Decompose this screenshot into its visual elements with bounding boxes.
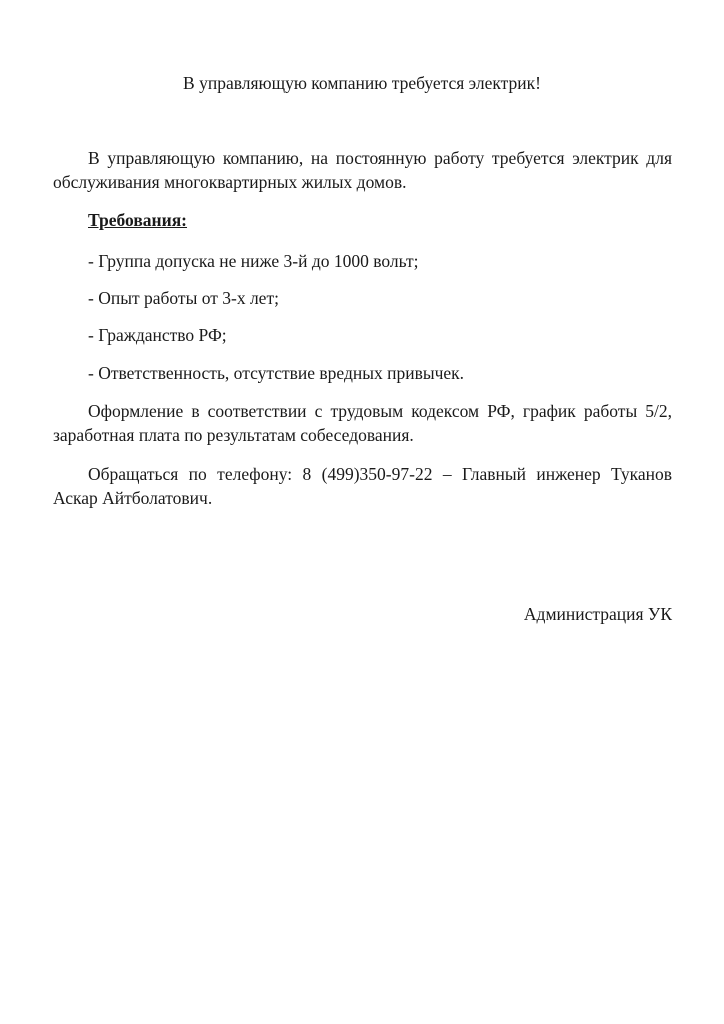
requirements-heading: Требования:	[88, 210, 188, 230]
requirements-heading-line	[53, 208, 707, 232]
requirement-item: - Опыт работы от 3-х лет;	[88, 288, 279, 308]
contact-paragraph: Обращаться по телефону: 8 (499)350-97-22 – Главный инженер Туканов Аскар Айтболатович.	[53, 464, 672, 508]
requirement-item: - Ответственность, отсутствие вредных привычек.	[88, 363, 465, 383]
requirement-item: - Группа допуска не ниже 3-й до 1000 вольт;	[88, 251, 419, 271]
terms-paragraph: Оформление в соответствии с трудовым кодексом РФ, график работы 5/2, заработная плата по результатам собеседования.	[53, 401, 672, 445]
requirement-item: - Гражданство РФ;	[88, 325, 227, 345]
document-title: В управляющую компанию требуется электрик!	[183, 73, 541, 93]
intro-paragraph: В управляющую компанию, на постоянную работу требуется электрик для обслуживания многоквартирных жилых домов.	[53, 148, 672, 192]
signature: Администрация УК	[523, 604, 672, 624]
